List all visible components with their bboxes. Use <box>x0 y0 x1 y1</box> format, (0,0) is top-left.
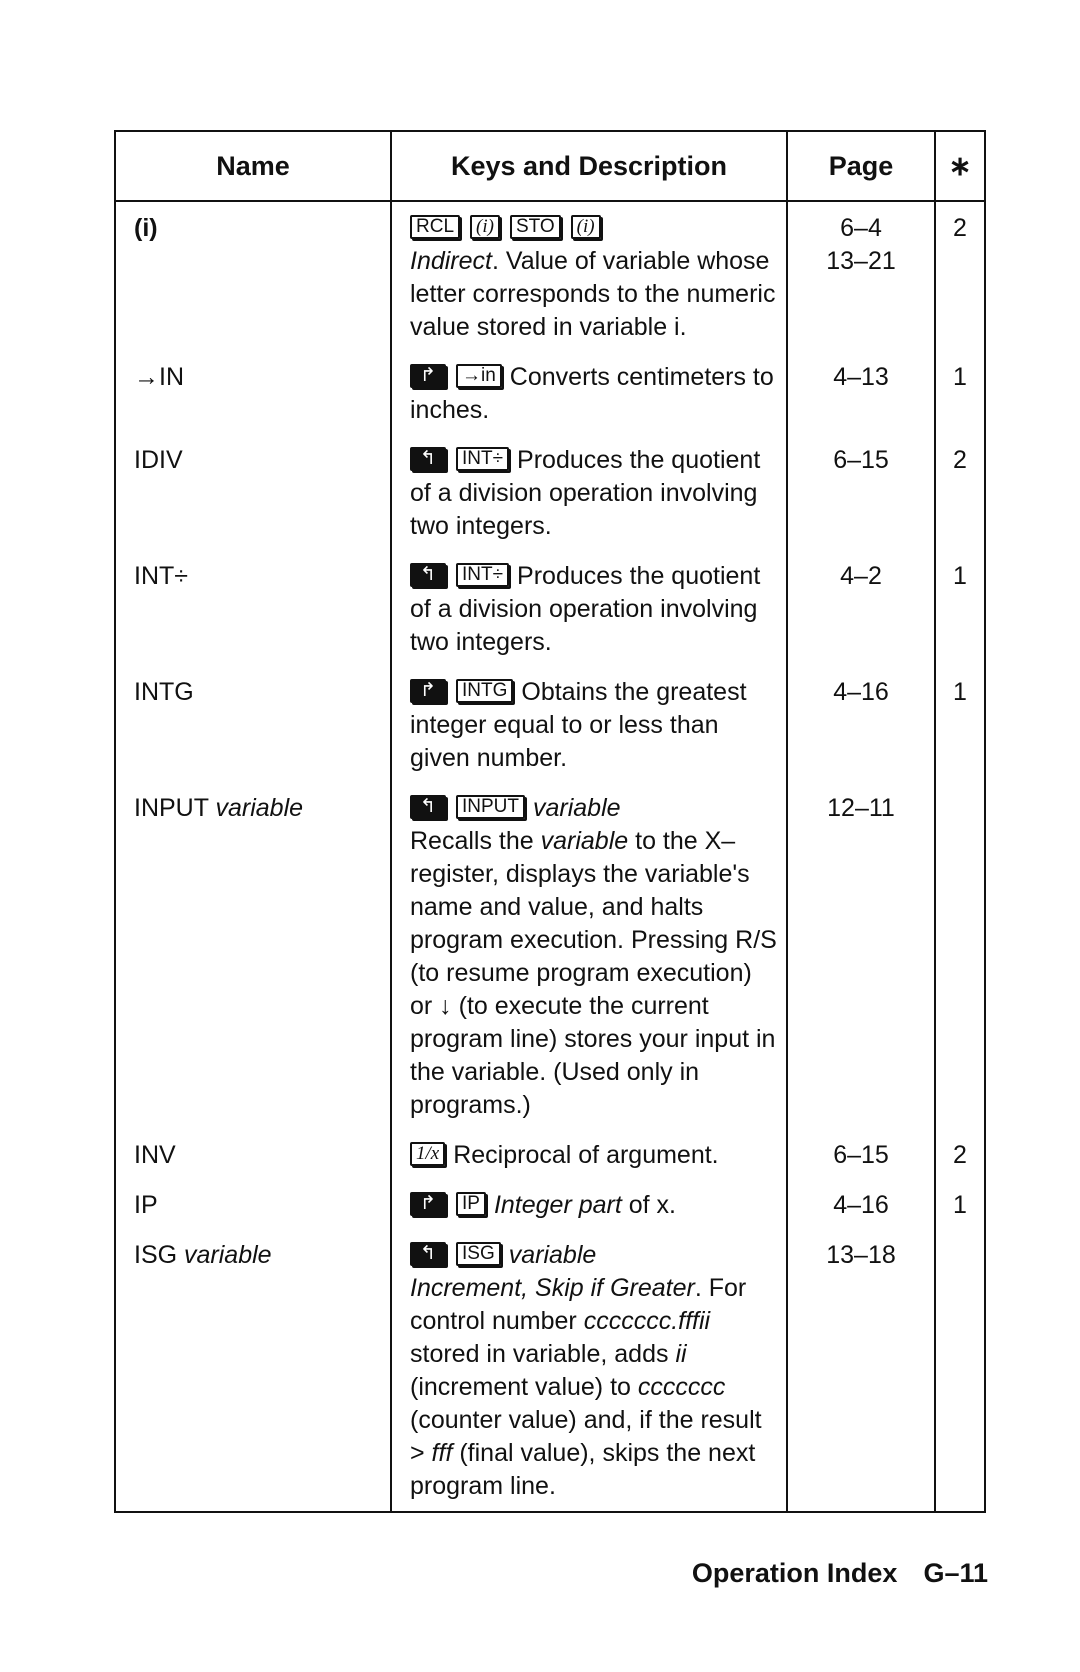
row-note-cell <box>935 1239 985 1512</box>
table-row <box>115 1189 985 1239</box>
row-name: (i) <box>134 214 158 242</box>
key-sequence <box>410 1192 486 1216</box>
row-note-cell: 1 <box>935 1189 985 1239</box>
row-name-cell <box>115 1239 391 1512</box>
key-sequence <box>410 563 509 587</box>
row-note-cell: 2 <box>935 201 985 361</box>
table-row <box>115 361 985 444</box>
header-name: Name <box>115 131 391 201</box>
left-shift-key-icon: ↰ <box>410 795 446 819</box>
input-key-icon: INPUT <box>456 795 525 819</box>
page-ref: 13–18 <box>826 1241 896 1269</box>
sto-key-icon: STO <box>510 215 561 239</box>
page-footer <box>692 1558 988 1589</box>
row-name-cell <box>115 1189 391 1239</box>
row-name: INPUT <box>134 794 216 822</box>
table-row <box>115 444 985 560</box>
footer-page-number: G–11 <box>923 1558 988 1588</box>
row-name-cell <box>115 792 391 1139</box>
operation-index-sheet <box>114 130 984 1513</box>
row-name: IP <box>134 1191 158 1219</box>
row-name-argument: variable <box>215 794 304 822</box>
key-sequence <box>410 1142 445 1166</box>
row-description-cell <box>391 201 787 361</box>
rcl-key-icon: RCL <box>410 215 460 239</box>
i-key-icon: (i) <box>470 215 500 239</box>
description-text: of x. <box>621 1191 676 1219</box>
row-description-cell <box>391 1239 787 1512</box>
row-note-cell <box>935 792 985 1139</box>
row-description-cell <box>391 792 787 1139</box>
description-text: Indirect <box>410 247 492 275</box>
row-page-cell <box>787 1239 935 1512</box>
key-sequence <box>410 795 525 819</box>
left-shift-key-icon: ↰ <box>410 447 446 471</box>
description-text: ccccccc <box>637 1373 726 1401</box>
row-name-cell <box>115 444 391 560</box>
intg-key-icon: INTG <box>456 679 513 703</box>
row-note-cell: 1 <box>935 361 985 444</box>
left-shift-key-icon: ↰ <box>410 1242 446 1266</box>
page-ref: 4–16 <box>833 678 889 706</box>
description-text: Reciprocal of argument. <box>453 1141 719 1169</box>
page-ref: 4–13 <box>833 363 889 391</box>
isg-key-icon: ISG <box>456 1242 501 1266</box>
description-text: variable <box>508 1241 597 1269</box>
description-text: Produces the quotient of a division operation involving two integers. <box>410 446 761 540</box>
description-text: variable <box>533 794 621 822</box>
description-text: . Value of variable whose letter corresponds to the numeric value stored in variable i. <box>410 247 776 341</box>
table-row <box>115 1239 985 1512</box>
row-page-cell <box>787 1139 935 1189</box>
header-keys-description: Keys and Description <box>391 131 787 201</box>
description-text: ii <box>675 1340 687 1368</box>
row-name-cell <box>115 201 391 361</box>
row-description-cell <box>391 676 787 792</box>
row-note-cell: 1 <box>935 676 985 792</box>
row-name: IDIV <box>134 446 183 474</box>
row-page-cell <box>787 560 935 676</box>
i-key-icon: (i) <box>571 215 601 239</box>
description-text: Obtains the greatest integer equal to or less than given number. <box>410 678 747 772</box>
key-sequence <box>410 1242 501 1266</box>
table-row <box>115 1139 985 1189</box>
right-shift-key-icon: ↱ <box>410 364 446 388</box>
description-text: stored in variable, adds <box>410 1340 676 1368</box>
row-description-cell <box>391 1139 787 1189</box>
page-ref: 6–4 <box>840 214 882 242</box>
right-shift-key-icon: ↱ <box>410 1192 446 1216</box>
header-page: Page <box>787 131 935 201</box>
description-text: Integer part <box>493 1191 622 1219</box>
description-text: Increment, Skip if Greater <box>410 1274 695 1302</box>
key-sequence <box>410 215 601 239</box>
row-description-cell <box>391 361 787 444</box>
row-name: →IN <box>134 363 184 391</box>
page-ref: 6–15 <box>833 446 889 474</box>
key-sequence <box>410 679 513 703</box>
row-name-argument: variable <box>184 1241 272 1269</box>
row-name-cell <box>115 361 391 444</box>
description-text: Recalls the <box>410 827 541 855</box>
row-description-cell <box>391 444 787 560</box>
row-page-cell <box>787 676 935 792</box>
row-note-cell: 1 <box>935 560 985 676</box>
int-div-key-icon: INT÷ <box>456 447 509 471</box>
row-page-cell <box>787 201 935 361</box>
page-ref: 4–2 <box>840 562 882 590</box>
table-row <box>115 201 985 361</box>
footer-section-title: Operation Index <box>691 1558 898 1588</box>
description-text: to the X–register, displays the variable's name and value, and halts program execution. Pressing R/S (to resume program execution) or ↓ (to execute the current program line) stores your input in the variable. (Used only in programs.) <box>410 827 777 1119</box>
row-name: ISG <box>134 1241 185 1269</box>
row-name: INV <box>134 1141 176 1169</box>
description-text: ccccccc.fffii <box>583 1307 711 1335</box>
row-page-cell <box>787 444 935 560</box>
left-shift-key-icon: ↰ <box>410 563 446 587</box>
row-name: INTG <box>134 678 194 706</box>
table-row <box>115 676 985 792</box>
page-ref: 4–16 <box>833 1191 889 1219</box>
operation-index-table <box>114 130 986 1513</box>
to-in-key-icon: →in <box>456 364 502 388</box>
row-page-cell <box>787 361 935 444</box>
right-shift-key-icon: ↱ <box>410 679 446 703</box>
description-text: . For control number <box>410 1274 747 1335</box>
description-text: variable <box>540 827 629 855</box>
description-text: (counter value) and, if the result > <box>410 1406 762 1467</box>
table-row <box>115 560 985 676</box>
page-ref: 13–21 <box>826 247 896 275</box>
row-name-cell <box>115 676 391 792</box>
table-row <box>115 792 985 1139</box>
description-text: fff <box>431 1439 453 1467</box>
row-name-cell <box>115 560 391 676</box>
row-description-cell <box>391 1189 787 1239</box>
row-description-cell <box>391 560 787 676</box>
key-sequence <box>410 447 509 471</box>
row-note-cell: 2 <box>935 444 985 560</box>
key-sequence <box>410 364 502 388</box>
ip-key-icon: IP <box>456 1192 486 1216</box>
row-page-cell <box>787 1189 935 1239</box>
header-note: ∗ <box>935 131 985 201</box>
description-text: (final value), skips the next program line. <box>410 1439 756 1500</box>
page-ref: 6–15 <box>833 1141 889 1169</box>
table-header-row <box>115 131 985 201</box>
row-note-cell: 2 <box>935 1139 985 1189</box>
page-ref: 12–11 <box>827 794 895 822</box>
row-name-cell <box>115 1139 391 1189</box>
row-page-cell <box>787 792 935 1139</box>
description-text: Converts centimeters to inches. <box>410 363 774 424</box>
int-div-key-icon: INT÷ <box>456 563 509 587</box>
description-text: (increment value) to <box>410 1373 638 1401</box>
reciprocal-key-icon: 1/x <box>410 1142 445 1166</box>
row-name: INT÷ <box>134 562 188 590</box>
description-text: Produces the quotient of a division operation involving two integers. <box>410 562 761 656</box>
